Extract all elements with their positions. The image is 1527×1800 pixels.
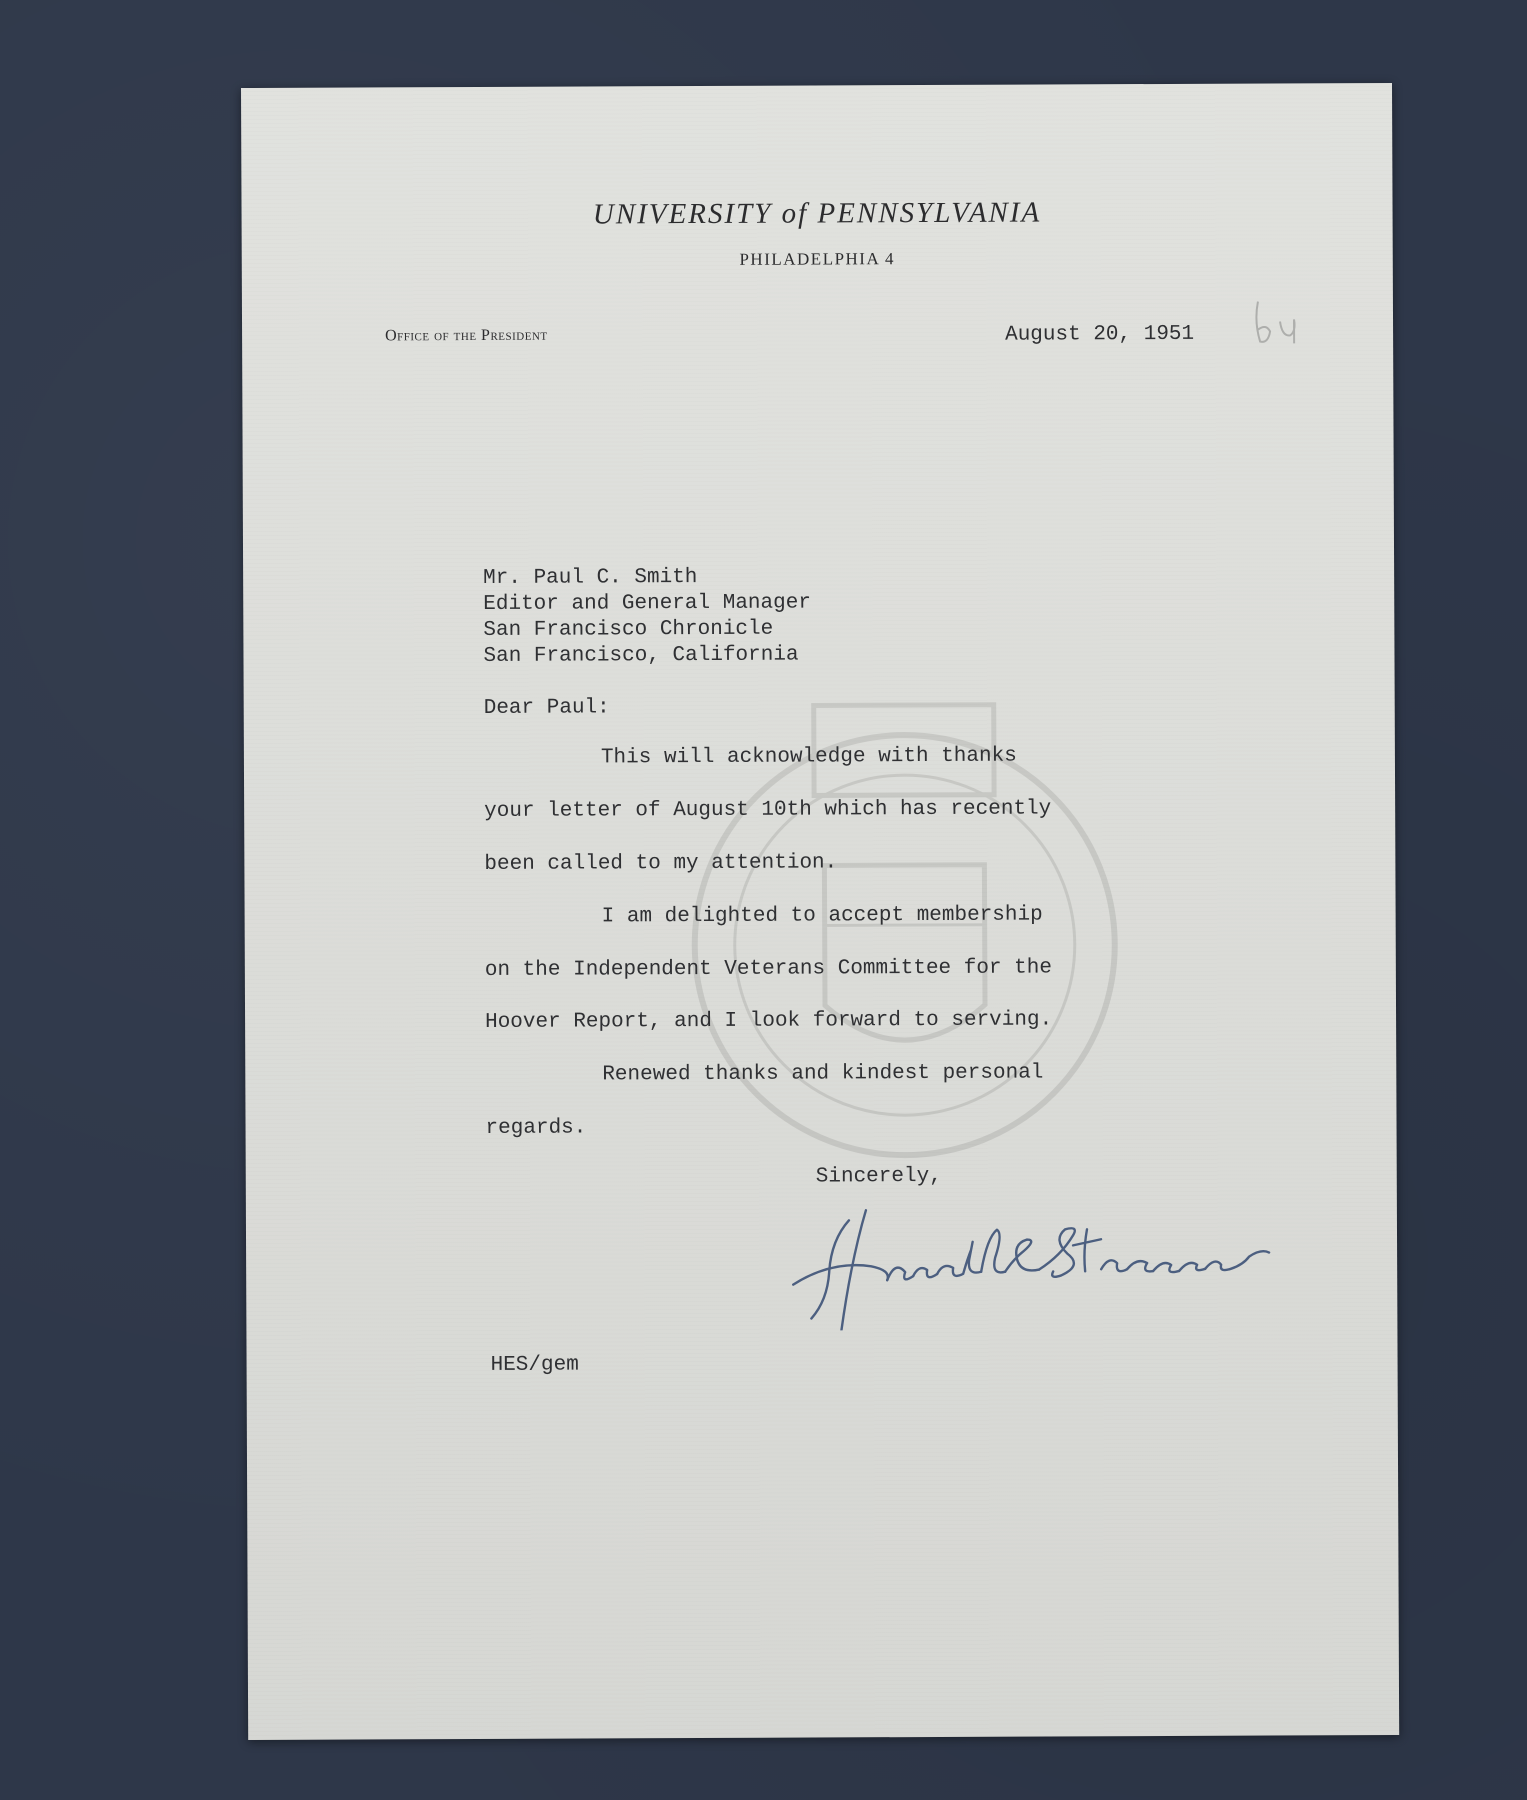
body-line: Hoover Report, and I look forward to serving.	[485, 1008, 1053, 1034]
salutation: Dear Paul:	[483, 696, 610, 720]
reference-initials: HES/gem	[490, 1353, 579, 1377]
letter-date: August 20, 1951	[1005, 322, 1195, 347]
body-line: your letter of August 10th which has recently	[484, 797, 1052, 823]
letterhead-city: PHILADELPHIA 4	[739, 249, 896, 269]
body-line: I am delighted to accept membership	[601, 903, 1043, 929]
body-line: on the Independent Veterans Committee for the	[484, 956, 1052, 982]
closing: Sincerely,	[815, 1164, 942, 1189]
letterhead-title: UNIVERSITY of PENNSYLVANIA	[592, 196, 1042, 231]
body-line: been called to my attention.	[484, 851, 838, 876]
recipient-title: Editor and General Manager	[483, 591, 811, 616]
recipient-name: Mr. Paul C. Smith	[483, 566, 698, 590]
body-line: Renewed thanks and kindest personal	[602, 1061, 1044, 1087]
office-label: Office of the President	[385, 326, 548, 345]
body-line: regards.	[485, 1116, 587, 1140]
recipient-organization: San Francisco Chronicle	[483, 617, 774, 642]
handwritten-signature	[791, 1198, 1292, 1330]
pencil-annotation-mark	[1250, 291, 1320, 351]
letter-sheet	[241, 83, 1399, 1740]
recipient-city: San Francisco, California	[483, 643, 799, 668]
body-line: This will acknowledge with thanks	[600, 744, 1017, 770]
